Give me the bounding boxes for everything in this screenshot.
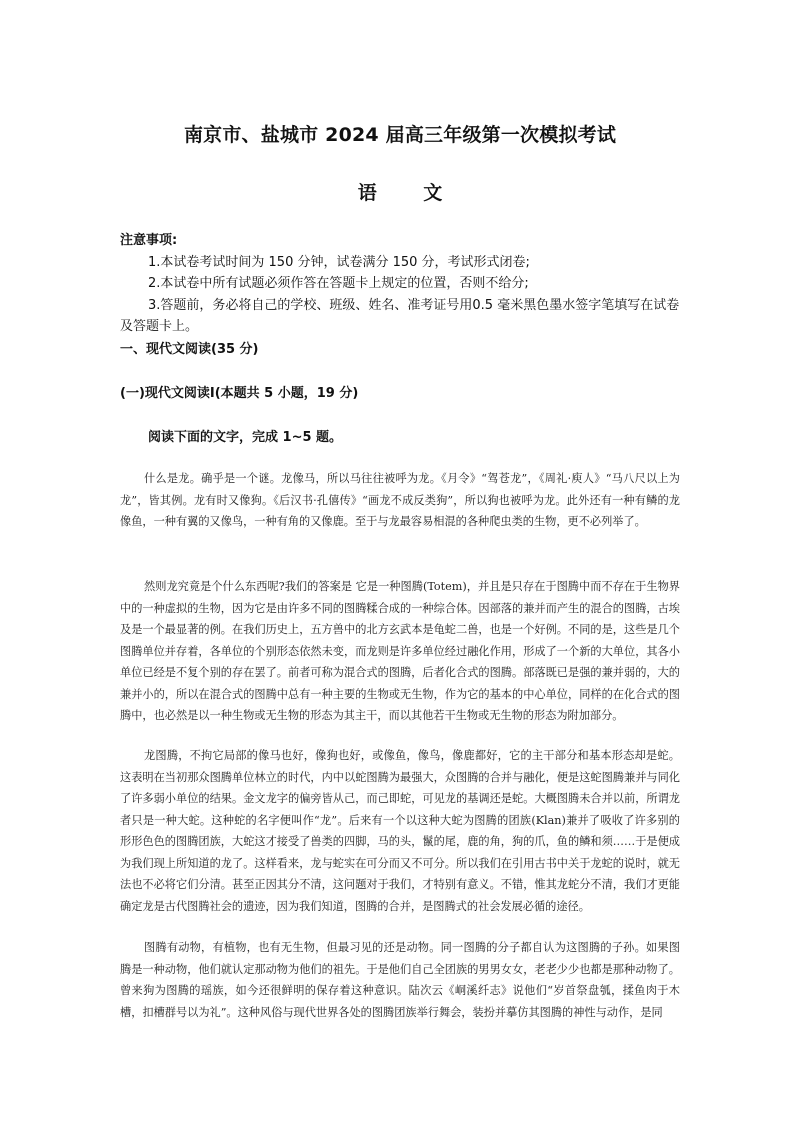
reading-instruction: 阅读下面的文字，完成 1~5 题。	[148, 430, 343, 445]
exam-title: 南京市、盐城市 2024 届高三年级第一次模拟考试	[183, 124, 617, 146]
notes-item-3: 3.答题前，务必将自己的学校、班级、姓名、准考证号用0.5 毫米黑色墨水签字笔填写在试卷及答题卡上。	[120, 297, 680, 335]
notes-item-2: 2.本试卷中所有试题必须作答在答题卡上规定的位置，否则不给分;	[148, 276, 529, 292]
section-heading-part1: 一、现代文阅读(35 分)	[120, 342, 259, 357]
passage-paragraph-3: 龙图腾，不拘它局部的像马也好，像狗也好，或像鱼，像鸟，像鹿都好，它的主干部分和基本形态却是蛇。这表明在当初那众图腾单位林立的时代，内中以蛇图腾为最强大，众图腾的合并与融化，便是这蛇图腾兼并与同化了许多弱小单位的结果。金文龙字的偏旁皆从己，而己即蛇，可见龙的基调还是蛇。大概图腾未合并以前，所谓龙者只是一种大蛇。这种蛇的名字便叫作“龙”。后来有一个以这种大蛇为图腾的团族(Klan)兼并了吸收了许多别的形形色色的图腾团族，大蛇这才接受了兽类的四脚，马的头，鬣的尾，鹿的角，狗的爪，鱼的鳞和须……于是便成为我们现上所知道的龙了。这样看来，龙与蛇实在可分而又不可分。所以我们在引用古书中关于龙蛇的说时，就无法也不必将它们分清。甚至正因其分不清，这问题对于我们，才特别有意义。不错，惟其龙蛇分不清，我们才更能确定龙是古代图腾社会的遗迹，因为我们知道，图腾的合并，是图腾式的社会发展必循的途径。	[120, 749, 680, 913]
notes-block	[120, 230, 680, 338]
exam-page	[120, 0, 680, 1123]
notes-heading: 注意事项:	[120, 233, 178, 248]
notes-item-1: 1.本试卷考试时间为 150 分钟，试卷满分 150 分，考试形式闭卷;	[148, 254, 530, 270]
subject-title: 语 文	[357, 182, 463, 204]
passage-paragraph-4: 图腾有动物，有植物，也有无生物，但最习见的还是动物。同一图腾的分子都自认为这图腾的子孙。如果图腾是一种动物，他们就认定那动物为他们的祖先。于是他们自己全团族的男男女女，老老少少也都是那种动物了。曾来狗为图腾的瑶族，如今还很鲜明的保存着这种意识。陆次云《峒溪纤志》说他们“岁首祭盘瓠，揉鱼肉于木槽，扣槽群号以为礼”。这种风俗与现代世界各处的图腾团族举行舞会，装扮并摹仿其图腾的神性与动作，是同	[120, 941, 680, 1019]
passage-paragraph-1: 什么是龙。确乎是一个谜。龙像马，所以马往往被呼为龙。《月令》“驾苍龙”，《周礼·庾人》“马八尺以上为龙”，皆其例。龙有时又像狗。《后汉书·孔僖传》“画龙不成反类狗”，所以狗也被呼为龙。此外还有一种有鳞的龙像鱼，一种有翼的又像鸟，一种有角的又像鹿。至于与龙最容易相混的各种爬虫类的生物，更不必列举了。	[120, 472, 680, 528]
section-heading-reading1: (一)现代文阅读Ⅰ(本题共 5 小题，19 分)	[120, 386, 359, 401]
passage-paragraph-2: 然则龙究竟是个什么东西呢?我们的答案是 它是一种图腾(Totem)，并且是只存在于图腾中而不存在于生物界中的一种虚拟的生物，因为它是由许多不同的图腾糅合成的一种综合体。因部落的兼并而产生的混合的图腾，古埃及是一个最显著的例。在我们历史上，五方兽中的北方玄武本是龟蛇二兽，也是一个好例。不同的是，这些是几个图腾单位并存着，各单位的个别形态依然未变，而龙则是许多单位经过融化作用，形成了一个新的大单位，其各小单位已经是不复个别的存在罢了。前者可称为混合式的图腾，后者化合式的图腾。部落既已是强的兼并弱的，大的兼并小的，所以在混合式的图腾中总有一种主要的生物或无生物，作为它的基本的中心单位，同样的在化合式的图腾中，也必然是以一种生物或无生物的形态为其主干，而以其他若干生物或无生物的形态为附加部分。	[120, 580, 680, 722]
